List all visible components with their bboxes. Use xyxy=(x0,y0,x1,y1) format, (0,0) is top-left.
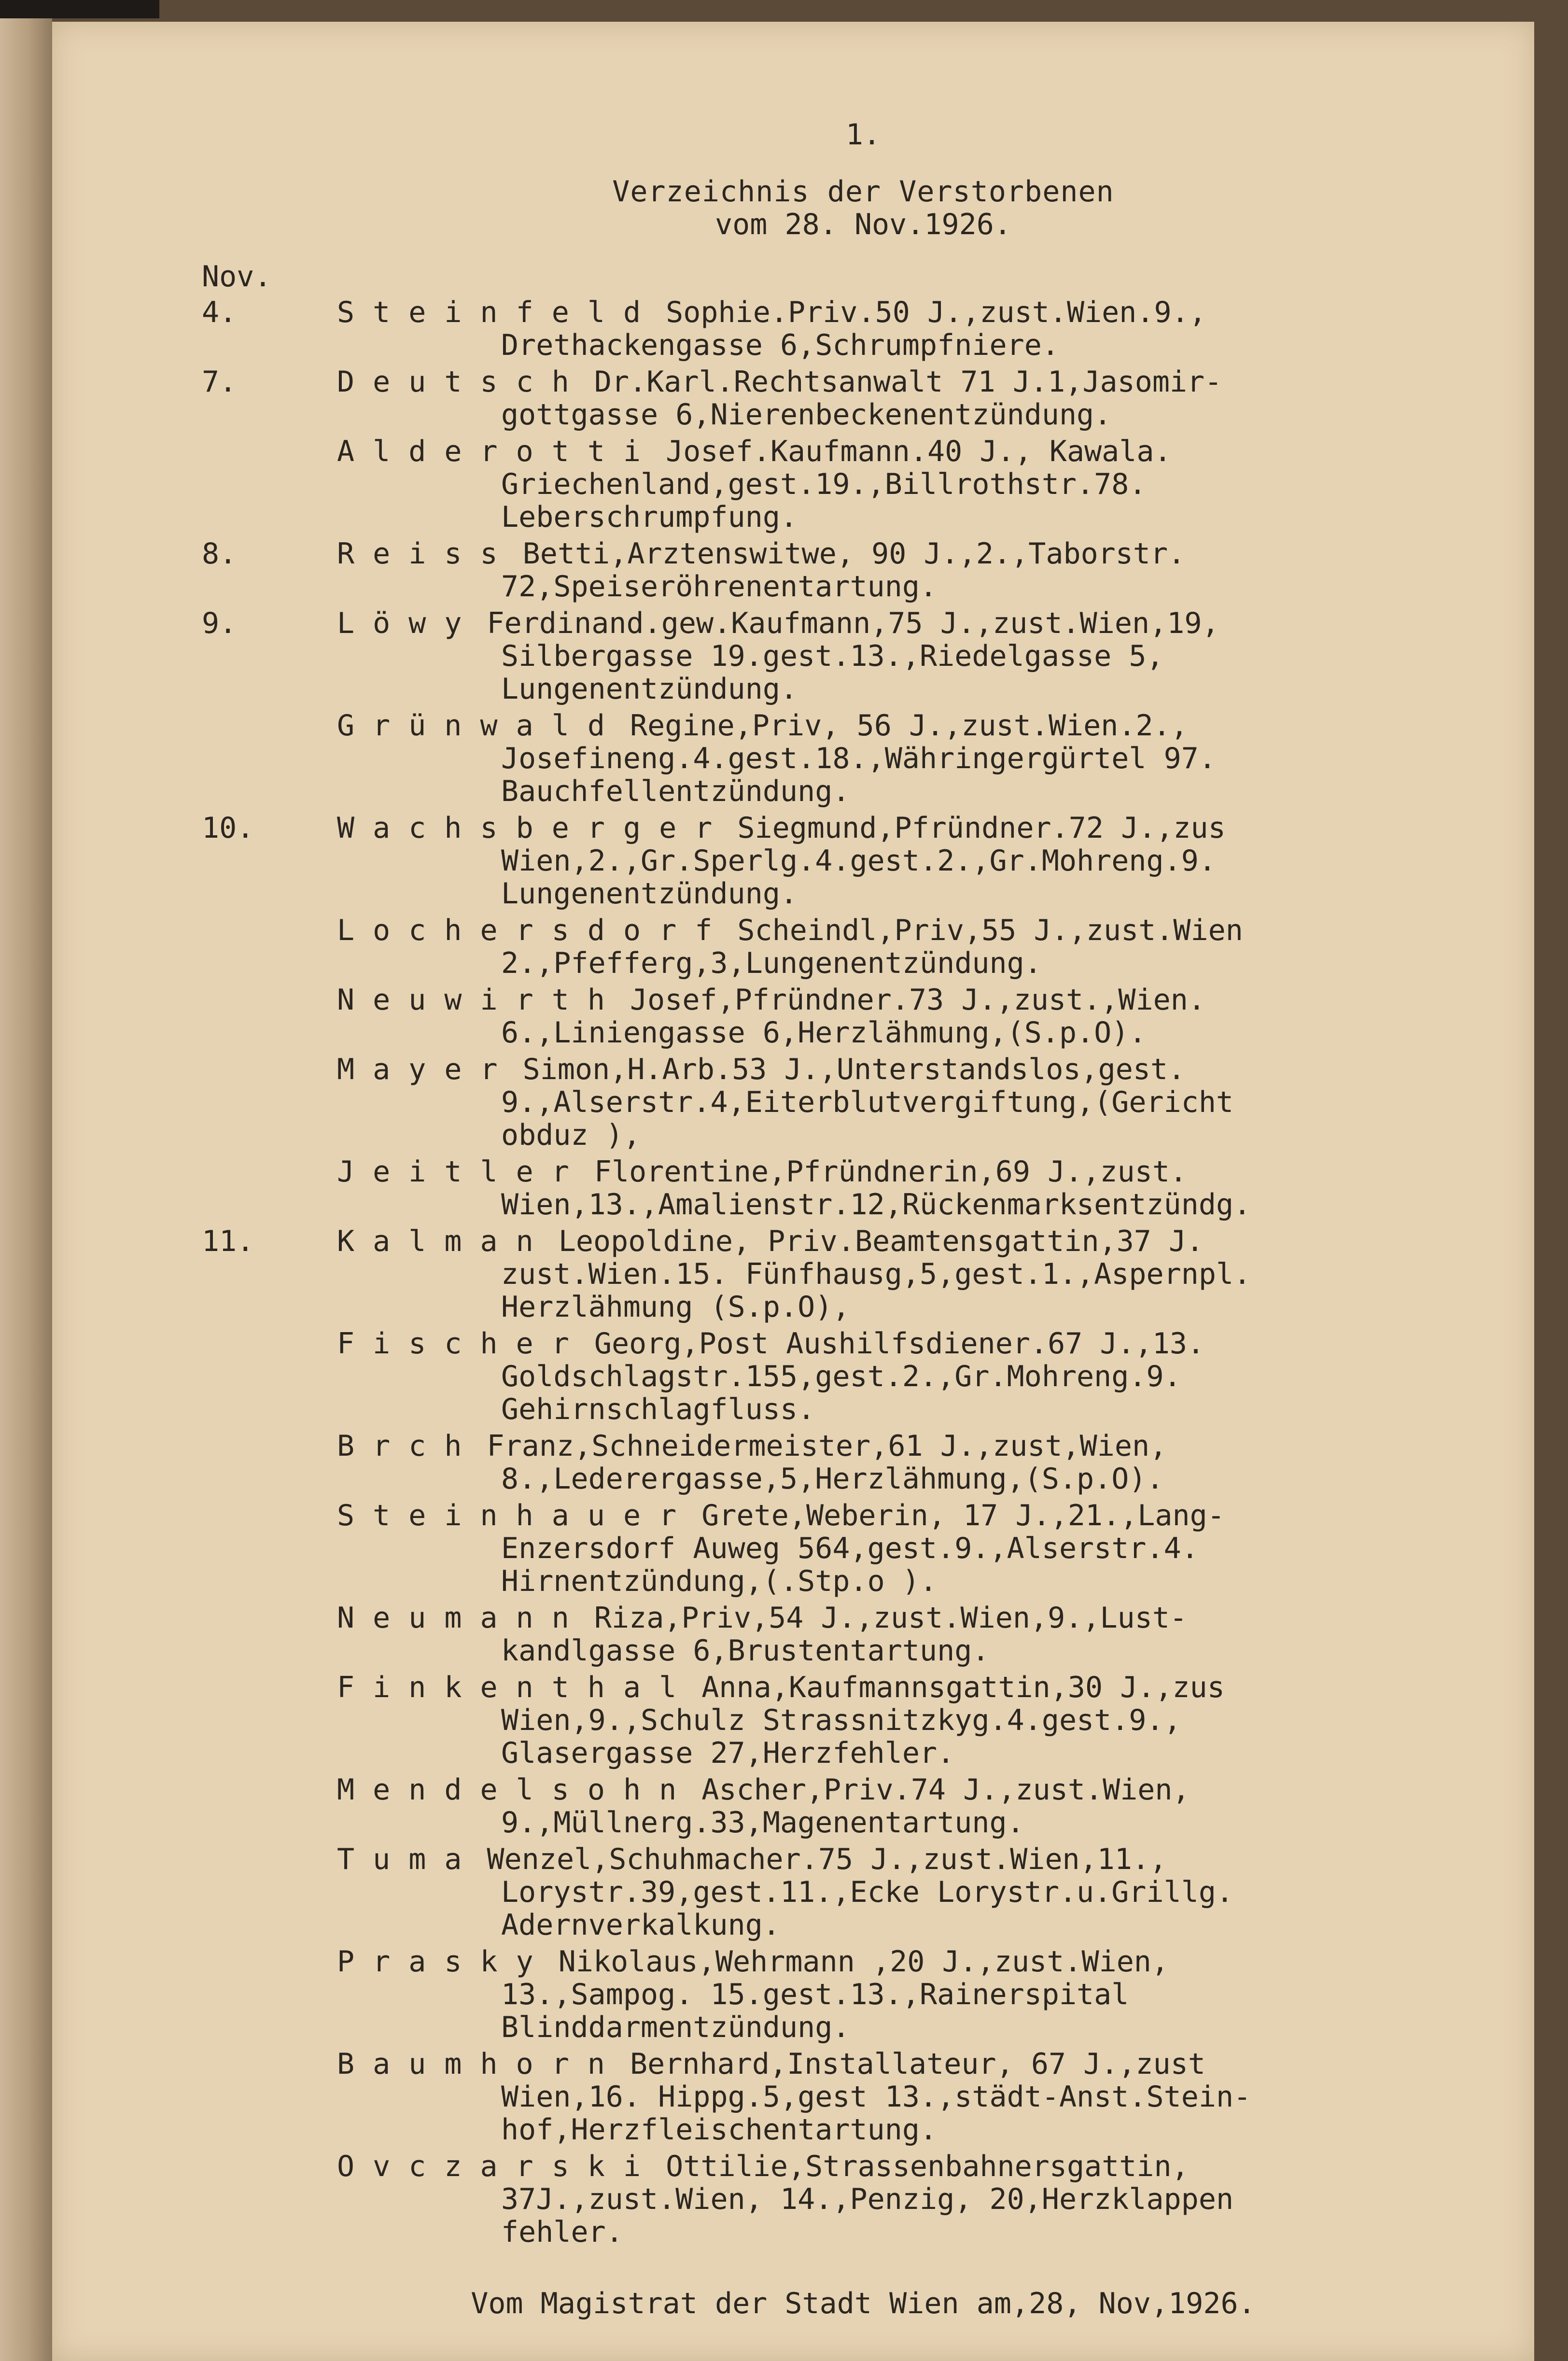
register-entry xyxy=(245,1945,1481,2044)
register-entry xyxy=(245,435,1481,534)
entry-line xyxy=(337,296,1481,329)
entry-line xyxy=(337,1155,1481,1188)
entry-line xyxy=(337,1773,1481,1806)
entry-details: Scheindl,Priv,55 J.,zust.Wien xyxy=(737,913,1243,947)
entry-details: Ferdinand.gew.Kaufmann,75 J.,zust.Wien,19, xyxy=(487,606,1219,640)
entry-details: Anna,Kaufmannsgattin,30 J.,zus xyxy=(701,1671,1225,1704)
entry-details: Ascher,Priv.74 J.,zust.Wien, xyxy=(701,1773,1190,1807)
entry-line: Josefineng.4.gest.18.,Währingergürtel 97. xyxy=(501,742,1217,775)
entry-details: Josef,Pfründner.73 J.,zust.,Wien. xyxy=(630,983,1206,1017)
entry-line: Enzersdorf Auweg 564,gest.9.,Alserstr.4. xyxy=(501,1532,1199,1565)
register-entry xyxy=(202,295,1481,362)
entry-line xyxy=(337,435,1481,468)
entry-line xyxy=(337,365,1481,398)
binding-edge xyxy=(0,0,159,18)
entry-line: Lungenentzündung. xyxy=(501,672,798,706)
book-binding xyxy=(0,0,52,2361)
entry-day: 7. xyxy=(202,365,237,399)
entry-surname: Wachsberger xyxy=(337,811,731,845)
typewritten-sheet xyxy=(202,118,1481,2320)
entry-line xyxy=(337,1225,1481,1258)
entry-line: 72,Speiseröhrenentartung. xyxy=(501,570,938,604)
entry-surname: Mayer xyxy=(337,1053,516,1086)
entry-line xyxy=(337,2150,1481,2183)
entry-line: Adernverkalkung. xyxy=(501,1908,780,1942)
entry-surname: Fischer xyxy=(337,1327,588,1361)
document-title: Verzeichnis der Verstorbenen xyxy=(612,175,1114,209)
register-entry xyxy=(245,1155,1481,1221)
entry-line: Griechenland,gest.19.,Billrothstr.78. xyxy=(501,467,1147,501)
entry-surname: Neuwirth xyxy=(337,983,623,1017)
entry-details: Nikolaus,Wehrmann ,20 J.,zust.Wien, xyxy=(558,1945,1169,1979)
entry-surname: Finkenthal xyxy=(337,1671,695,1704)
entry-line: Glasergasse 27,Herzfehler. xyxy=(501,1736,955,1770)
entry-line: Wien,13.,Amalienstr.12,Rückenmarksentzündg. xyxy=(501,1188,1251,1222)
register-entry xyxy=(202,606,1481,706)
entry-details: Simon,H.Arb.53 J.,Unterstandslos,gest. xyxy=(522,1053,1186,1086)
entry-day: 10. xyxy=(202,811,254,845)
entry-day: 9. xyxy=(202,606,237,640)
entry-line: Wien,16. Hippg.5,gest 13.,städt-Anst.Stein- xyxy=(501,2080,1251,2114)
entry-line: Hirnentzündung,(.Stp.o ). xyxy=(501,1564,938,1598)
entry-details: Grete,Weberin, 17 J.,21.,Lang- xyxy=(701,1499,1225,1532)
entry-details: Ottilie,Strassenbahnersgattin, xyxy=(666,2150,1189,2183)
register-entry xyxy=(245,2150,1481,2249)
entry-line: 9.,Müllnerg.33,Magenentartung. xyxy=(501,1806,1024,1840)
entry-details: Wenzel,Schuhmacher.75 J.,zust.Wien,11., xyxy=(487,1842,1167,1876)
entry-surname: Prasky xyxy=(337,1945,552,1979)
entry-line xyxy=(337,2048,1481,2080)
entry-line: Drethackengasse 6,Schrumpfniere. xyxy=(501,328,1059,362)
entry-surname: Mendelsohn xyxy=(337,1773,695,1807)
entry-line: kandlgasse 6,Brustentartung. xyxy=(501,1634,990,1668)
entry-surname: Jeitler xyxy=(337,1155,588,1189)
entry-surname: Ovczarski xyxy=(337,2150,659,2183)
entry-line: 37J.,zust.Wien, 14.,Penzig, 20,Herzklappen xyxy=(501,2182,1234,2216)
entry-line xyxy=(337,1430,1481,1462)
register-entry xyxy=(245,1327,1481,1426)
register-entry xyxy=(245,984,1481,1049)
entry-details: Franz,Schneidermeister,61 J.,zust,Wien, xyxy=(487,1429,1167,1463)
entry-line: Lungenentzündung. xyxy=(501,877,798,911)
entry-surname: Grünwald xyxy=(337,709,623,743)
entry-line xyxy=(337,1945,1481,1978)
entry-surname: Deutsch xyxy=(337,365,588,399)
register-entry xyxy=(245,1499,1481,1598)
document-footer: Vom Magistrat der Stadt Wien am,28, Nov,1926. xyxy=(471,2287,1256,2320)
register-entry xyxy=(245,1430,1481,1495)
entry-details: Dr.Karl.Rechtsanwalt 71 J.1,Jasomir- xyxy=(594,365,1222,399)
entry-surname: Neumann xyxy=(337,1601,588,1635)
entry-day: 4. xyxy=(202,295,237,329)
entry-line: 6.,Liniengasse 6,Herzlähmung,(S.p.O). xyxy=(501,1016,1147,1050)
entry-surname: Brch xyxy=(337,1429,480,1463)
entry-day: 11. xyxy=(202,1224,254,1258)
entry-line: Bauchfellentzündung. xyxy=(501,774,850,808)
entry-surname: Tuma xyxy=(337,1842,480,1876)
entry-line xyxy=(337,1327,1481,1360)
entry-surname: Löwy xyxy=(337,606,480,640)
entry-details: Betti,Arztenswitwe, 90 J.,2.,Taborstr. xyxy=(522,537,1186,571)
entry-line xyxy=(337,1499,1481,1532)
entry-line: Silbergasse 19.gest.13.,Riedelgasse 5, xyxy=(501,639,1164,673)
page-number: 1. xyxy=(845,118,881,152)
register-entry xyxy=(202,811,1481,911)
entry-surname: Kalman xyxy=(337,1224,552,1258)
entry-line: 8.,Lederergasse,5,Herzlähmung,(S.p.O). xyxy=(501,1462,1164,1496)
entry-line xyxy=(337,537,1481,570)
entry-line: 2.,Pfefferg,3,Lungenentzündung. xyxy=(501,946,1042,980)
register-entry xyxy=(245,2048,1481,2146)
register-entry xyxy=(202,1224,1481,1324)
entry-line xyxy=(337,984,1481,1016)
register-entry xyxy=(245,1053,1481,1152)
register-entry xyxy=(202,365,1481,432)
entry-line xyxy=(337,1671,1481,1704)
document-date: vom 28. Nov.1926. xyxy=(714,208,1012,241)
entry-line: Leberschrumpfung. xyxy=(501,500,798,534)
register-entry xyxy=(245,1843,1481,1941)
register-entry xyxy=(245,1602,1481,1667)
entry-surname: Steinfeld xyxy=(337,295,659,329)
entry-line xyxy=(337,1053,1481,1086)
register-entry xyxy=(245,1773,1481,1839)
entry-line: Blinddarmentzündung. xyxy=(501,2010,850,2044)
entry-surname: Steinhauer xyxy=(337,1499,695,1532)
entry-line xyxy=(337,709,1481,742)
entry-line xyxy=(337,607,1481,640)
entry-day: 8. xyxy=(202,537,237,571)
entry-details: Josef.Kaufmann.40 J., Kawala. xyxy=(666,435,1172,468)
entry-surname: Lochersdorf xyxy=(337,913,731,947)
entry-line xyxy=(337,1843,1481,1876)
entry-details: Sophie.Priv.50 J.,zust.Wien.9., xyxy=(666,295,1206,329)
death-register-list xyxy=(202,295,1481,2249)
month-label: Nov. xyxy=(202,260,272,294)
register-entry xyxy=(202,537,1481,604)
entry-line: 13.,Sampog. 15.gest.13.,Rainerspital xyxy=(501,1978,1129,2011)
entry-surname: Alderotti xyxy=(337,435,659,468)
entry-line xyxy=(337,914,1481,947)
entry-line: Herzlähmung (S.p.O), xyxy=(501,1290,850,1324)
entry-line: 9.,Alserstr.4,Eiterblutvergiftung,(Gericht xyxy=(501,1085,1234,1119)
register-entry xyxy=(245,709,1481,808)
entry-line: obduz ), xyxy=(501,1118,641,1152)
entry-details: Bernhard,Installateur, 67 J.,zust xyxy=(630,2047,1206,2081)
entry-line: zust.Wien.15. Fünfhausg,5,gest.1.,Aspernpl. xyxy=(501,1257,1251,1291)
entry-details: Riza,Priv,54 J.,zust.Wien,9.,Lust- xyxy=(594,1601,1188,1635)
document-page xyxy=(52,22,1534,2361)
entry-surname: Reiss xyxy=(337,537,516,571)
register-entry xyxy=(245,914,1481,980)
entry-line: Gehirnschlagfluss. xyxy=(501,1392,815,1426)
entry-line: gottgasse 6,Nierenbeckenentzündung. xyxy=(501,398,1112,432)
entry-line: Wien,2.,Gr.Sperlg.4.gest.2.,Gr.Mohreng.9. xyxy=(501,844,1217,878)
entry-line: fehler. xyxy=(501,2215,623,2249)
entry-details: Georg,Post Aushilfsdiener.67 J.,13. xyxy=(594,1327,1205,1361)
entry-details: Florentine,Pfründnerin,69 J.,zust. xyxy=(594,1155,1188,1189)
entry-line xyxy=(337,812,1481,844)
entry-line: Wien,9.,Schulz Strassnitzkyg.4.gest.9., xyxy=(501,1703,1181,1737)
entry-details: Siegmund,Pfründner.72 J.,zus xyxy=(737,811,1226,845)
entry-line xyxy=(337,1602,1481,1634)
entry-line: Goldschlagstr.155,gest.2.,Gr.Mohreng.9. xyxy=(501,1360,1181,1393)
register-entry xyxy=(245,1671,1481,1770)
entry-line: hof,Herzfleischentartung. xyxy=(501,2113,938,2147)
entry-line: Lorystr.39,gest.11.,Ecke Lorystr.u.Grillg. xyxy=(501,1875,1234,1909)
entry-surname: Baumhorn xyxy=(337,2047,623,2081)
entry-details: Regine,Priv, 56 J.,zust.Wien.2., xyxy=(630,709,1188,743)
entry-details: Leopoldine, Priv.Beamtensgattin,37 J. xyxy=(558,1224,1204,1258)
